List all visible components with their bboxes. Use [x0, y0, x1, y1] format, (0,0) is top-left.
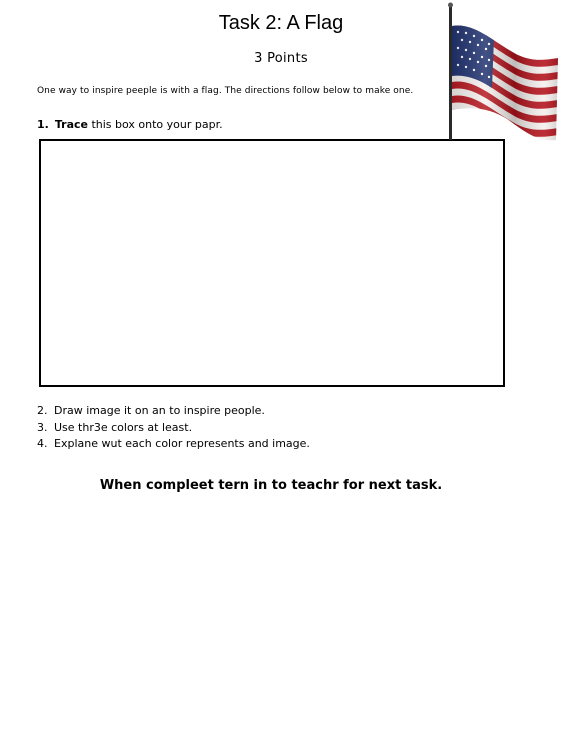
- step-1-number: 1.: [37, 118, 49, 131]
- step-1: [37, 118, 223, 131]
- steps-list: [37, 403, 310, 453]
- step-1-text: this box onto your papr.: [87, 118, 223, 131]
- flag-pole: [449, 4, 452, 140]
- american-flag-icon: [444, 2, 562, 142]
- step-2: [37, 403, 310, 420]
- step-2-number: 2.: [37, 404, 48, 417]
- step-4-number: 4.: [37, 437, 48, 450]
- step-2-text: Draw image it on an to inspire people.: [54, 404, 265, 417]
- page-title: Task 2: A Flag: [218, 12, 344, 34]
- step-4: [37, 436, 310, 453]
- flag-pole-finial: [448, 3, 453, 8]
- step-3-text: Use thr3e colors at least.: [54, 420, 193, 434]
- closing-instruction: When compleet tern in to teachr for next task.: [99, 478, 443, 493]
- intro-text: One way to inspire peeple is with a flag. The directions follow below to make one.: [37, 86, 414, 96]
- step-3-number: 3.: [37, 420, 48, 434]
- step-4-text: Explane wut each color represents and image.: [54, 437, 310, 450]
- step-3: [37, 420, 310, 437]
- step-1-bold-word: Trace: [54, 118, 88, 131]
- flag-cloth: [444, 2, 562, 142]
- points-label: 3 Points: [254, 51, 308, 66]
- trace-box: [39, 139, 505, 387]
